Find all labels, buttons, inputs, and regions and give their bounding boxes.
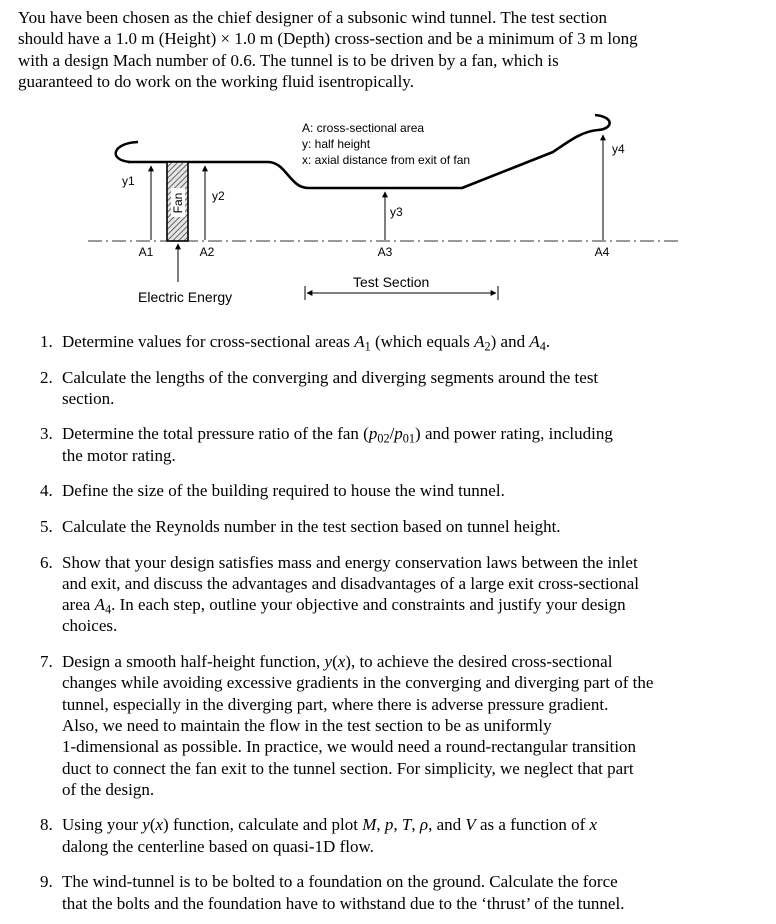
y2-label: y2 — [212, 189, 225, 203]
text-line — [18, 50, 638, 71]
text-line — [62, 594, 776, 615]
text-run: of the design. — [62, 779, 155, 799]
question-text — [62, 552, 776, 637]
text-run: / — [389, 424, 395, 444]
text-line — [62, 871, 776, 892]
text-run: Calculate the Reynolds number in the test section based on tunnel height. — [62, 516, 561, 536]
text-line — [62, 388, 776, 409]
question-text — [62, 814, 776, 857]
question-list — [0, 331, 776, 924]
text-line — [62, 573, 776, 594]
text-run: ( — [149, 815, 156, 835]
question-text — [62, 480, 776, 501]
text-run: . In each step, outline your objective and constraints and justify your design — [111, 595, 626, 615]
math-symbol: y — [142, 815, 150, 835]
math-symbol: p — [394, 424, 403, 444]
a4-label: A4 — [594, 245, 610, 259]
math-subscript: 01 — [402, 431, 416, 446]
inlet-bellmouth — [116, 142, 138, 162]
math-symbol: x — [589, 815, 598, 835]
text-line — [62, 423, 776, 444]
text-line — [62, 779, 776, 800]
question-number: 8. — [40, 815, 53, 835]
text-run: choices. — [62, 616, 118, 636]
text-run: section. — [62, 388, 115, 408]
text-line — [62, 552, 776, 573]
text-line — [18, 28, 638, 49]
legend-half-height: y: half height — [302, 137, 371, 151]
text-run: tunnel, especially in the diverging part, where there is adverse pressure gradient. — [62, 694, 609, 714]
a2-label: A2 — [199, 245, 215, 259]
text-run: Determine the total pressure ratio of the fan ( — [62, 424, 369, 444]
text-run: ( — [332, 652, 338, 672]
fan-label: Fan — [171, 192, 185, 214]
a1-label: A1 — [138, 245, 154, 259]
text-line — [62, 758, 776, 779]
question-number: 5. — [40, 516, 53, 536]
test-section-label: Test Section — [353, 274, 430, 290]
text-run: ) and power rating, including — [415, 424, 613, 444]
a3-label: A3 — [377, 245, 393, 259]
text-run: Show that your design satisfies mass and energy conservation laws between the inlet — [62, 552, 638, 572]
question-item — [0, 516, 776, 537]
question-text — [62, 871, 776, 914]
text-run: Also, we need to maintain the flow in the test section to be as uniformly — [62, 715, 552, 735]
text-run: , — [393, 815, 402, 835]
question-text — [62, 367, 776, 410]
legend-area: A: cross-sectional area — [302, 121, 425, 135]
text-line — [62, 651, 776, 672]
question-number: 7. — [40, 652, 53, 672]
y1-label: y1 — [122, 174, 135, 188]
text-run: the motor rating. — [62, 445, 176, 465]
question-text — [62, 331, 776, 352]
text-run: guaranteed to do work on the working fluid isentropically. — [18, 71, 414, 91]
question-number: 9. — [40, 872, 53, 892]
text-run: should have a 1.0 m (Height) × 1.0 m (Depth) cross-section and be a minimum of 3 m long — [18, 29, 638, 49]
text-line — [62, 672, 776, 693]
text-line — [18, 7, 638, 28]
text-run: Determine values for cross-sectional areas — [62, 332, 355, 351]
math-symbol: y — [324, 652, 333, 672]
text-line — [62, 836, 776, 857]
legend-axial-distance: x: axial distance from exit of fan — [302, 153, 471, 167]
text-run: ) and — [490, 332, 530, 351]
text-run: , — [376, 815, 385, 835]
text-run: and exit, and discuss the advantages and disadvantages of a large exit cross-sectional — [62, 573, 640, 593]
text-run: as a function of — [475, 815, 590, 835]
text-line — [62, 331, 776, 352]
text-run: area — [62, 595, 95, 615]
question-text — [62, 651, 776, 800]
text-line — [62, 694, 776, 715]
question-item — [0, 651, 776, 800]
math-symbol: ρ — [419, 815, 429, 835]
math-subscript: 02 — [377, 431, 390, 446]
text-line — [62, 715, 776, 736]
math-symbol: A — [94, 595, 105, 615]
text-run: , — [411, 815, 420, 835]
text-run: Using your — [62, 815, 143, 835]
text-line — [62, 445, 776, 466]
math-symbol: A — [529, 332, 540, 351]
text-run: . — [545, 332, 551, 351]
text-line — [62, 736, 776, 757]
text-run: dalong the centerline based on quasi-1D flow. — [62, 836, 374, 856]
math-symbol: A — [474, 332, 485, 351]
text-run: ), to achieve the desired cross-sectional — [345, 652, 613, 672]
question-item — [0, 423, 776, 466]
question-number: 4. — [40, 481, 53, 501]
intro-paragraph — [18, 7, 638, 92]
math-symbol: p — [384, 815, 394, 835]
text-line — [62, 893, 776, 914]
math-subscript: 2 — [484, 339, 491, 354]
math-symbol: x — [337, 652, 346, 672]
text-run: Design a smooth half-height function, — [62, 652, 325, 672]
math-subscript: 1 — [364, 339, 371, 354]
text-line — [62, 814, 776, 835]
wind-tunnel-diagram — [0, 105, 776, 315]
question-item — [0, 552, 776, 637]
text-run: with a design Mach number of 0.6. The tunnel is to be driven by a fan, which is — [18, 50, 559, 70]
text-run: ) function, calculate and plot — [163, 815, 363, 835]
text-run: duct to connect the fan exit to the tunnel section. For simplicity, we neglect that part — [62, 758, 634, 778]
text-line — [18, 71, 638, 92]
question-number: 1. — [40, 332, 53, 351]
text-run: Define the size of the building required to house the wind tunnel. — [62, 481, 505, 501]
math-subscript: 4 — [104, 602, 112, 617]
math-symbol: p — [368, 424, 378, 444]
question-item — [0, 871, 776, 914]
math-symbol: M — [362, 815, 377, 835]
text-line — [62, 367, 776, 388]
electric-energy-label: Electric Energy — [138, 289, 233, 305]
question-item — [0, 367, 776, 410]
math-subscript: 4 — [539, 339, 546, 354]
math-symbol: x — [155, 815, 164, 835]
text-run: Calculate the lengths of the converging and diverging segments around the test — [62, 367, 599, 387]
question-number: 6. — [40, 552, 53, 572]
text-run: that the bolts and the foundation have to withstand due to the ‘thrust’ of the tunnel. — [62, 893, 625, 913]
math-symbol: A — [354, 332, 365, 351]
question-number: 2. — [40, 367, 53, 387]
question-text — [62, 516, 776, 537]
question-item — [0, 480, 776, 501]
math-symbol: T — [401, 815, 412, 835]
y3-label: y3 — [390, 205, 403, 219]
text-line — [62, 516, 776, 537]
text-run: , and — [428, 815, 466, 835]
text-run: changes while avoiding excessive gradients in the converging and diverging part of the — [62, 673, 654, 693]
text-run: You have been chosen as the chief designer of a subsonic wind tunnel. The test section — [18, 8, 608, 27]
text-line — [62, 615, 776, 636]
math-symbol: V — [465, 815, 476, 835]
text-run: 1-dimensional as possible. In practice, we would need a round-rectangular transition — [62, 737, 637, 757]
question-text — [62, 423, 776, 466]
question-item — [0, 814, 776, 857]
text-run: The wind-tunnel is to be bolted to a foundation on the ground. Calculate the force — [62, 872, 618, 892]
text-run: (which equals — [370, 332, 475, 351]
text-line — [62, 480, 776, 501]
question-number: 3. — [40, 424, 53, 444]
question-item — [0, 331, 776, 352]
y4-label: y4 — [612, 142, 625, 156]
